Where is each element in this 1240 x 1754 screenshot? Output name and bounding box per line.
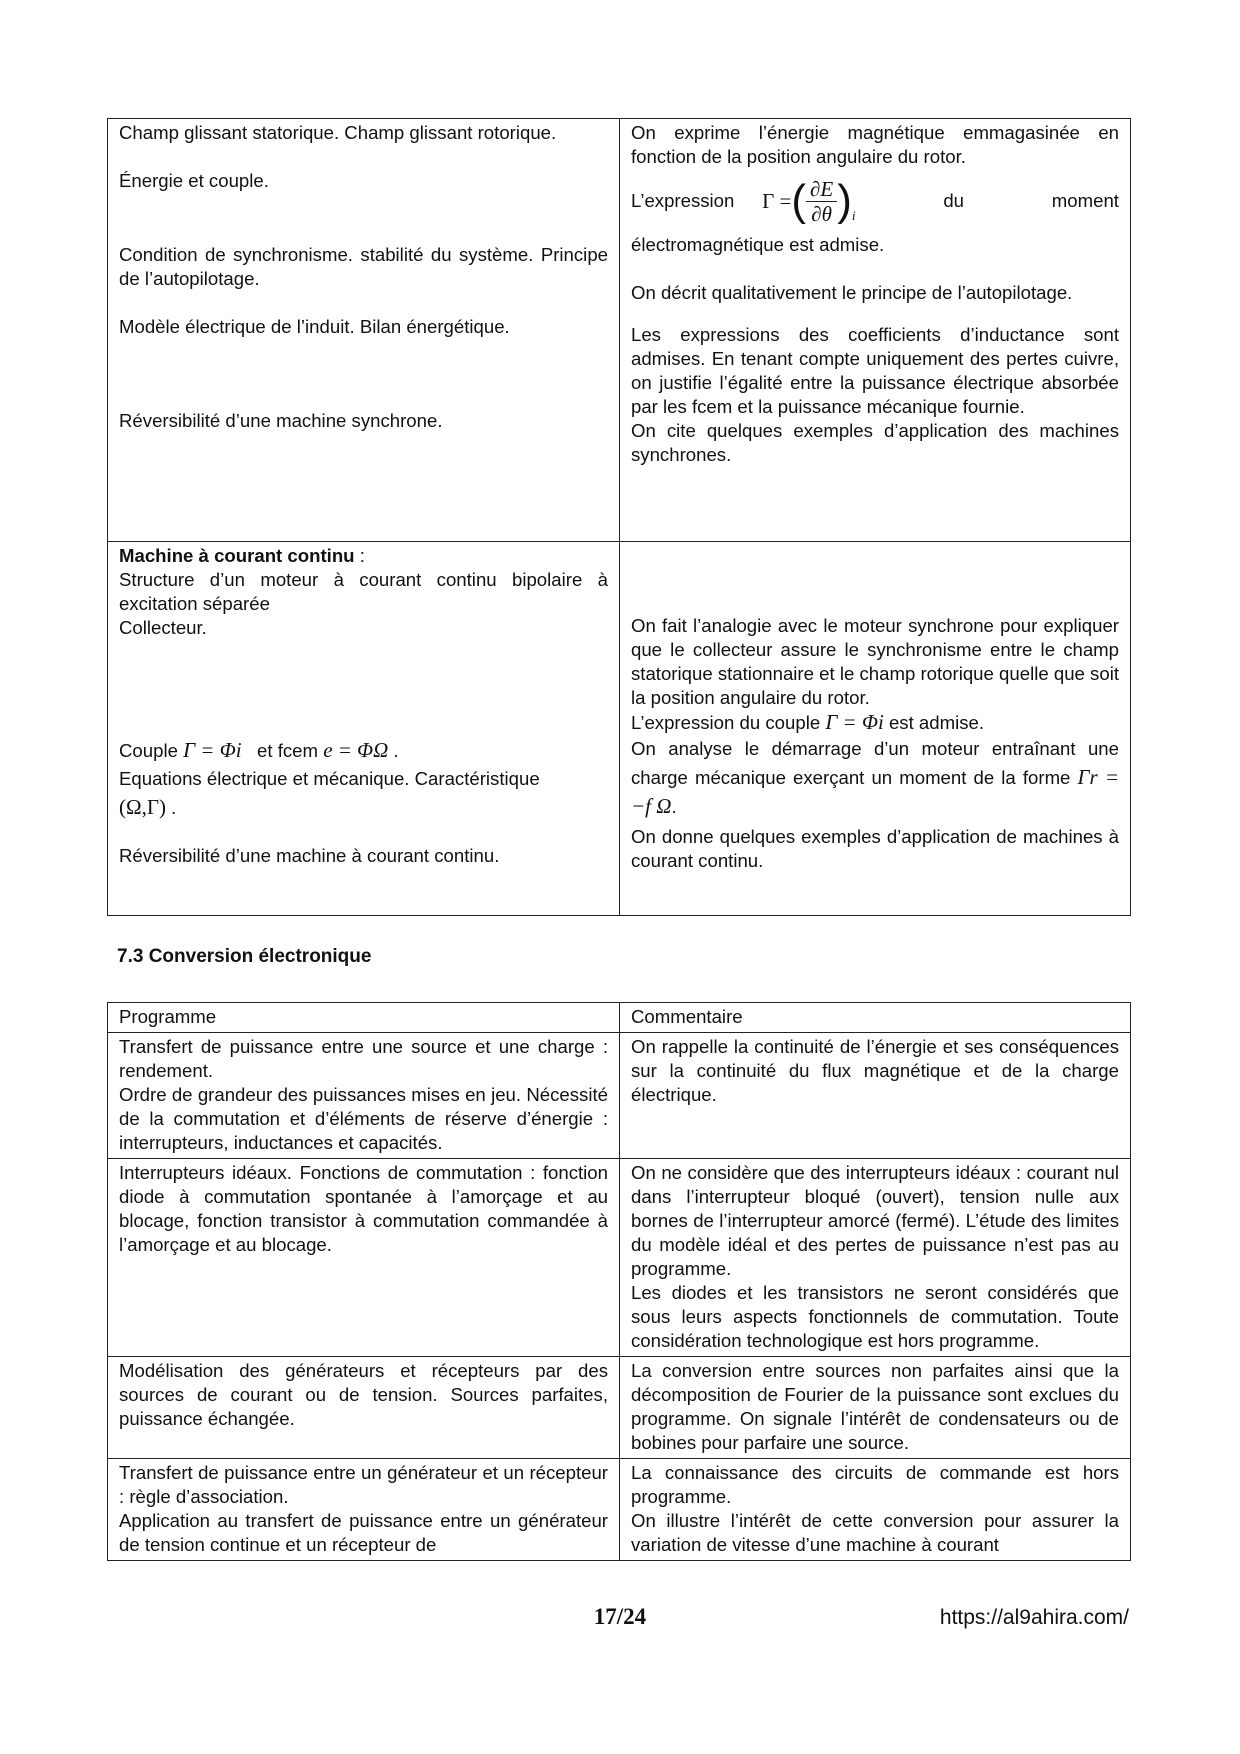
comment-paragraph: On rappelle la continuité de l’énergie et ses conséquences sur la continuité du flux magnétique et de la charge électrique.: [631, 1036, 1119, 1105]
program-line: Collecteur.: [119, 617, 207, 638]
program-table-conversion: [107, 1002, 1131, 1561]
program-line: Transfert de puissance entre une source et une charge : rendement.: [119, 1036, 608, 1081]
comment-paragraph: [631, 735, 1119, 821]
program-line: Equations électrique et mécanique. Caractéristique: [119, 768, 540, 789]
table-header-row: [108, 1003, 1131, 1033]
column-header-commentaire: Commentaire: [620, 1003, 1131, 1033]
table-row: [108, 542, 1131, 916]
load-torque-formula: Γr = −f Ω: [631, 765, 1119, 818]
program-line: Ordre de grandeur des puissances mises en jeu. Nécessité de la commutation et d’éléments de réserve d’énergie : interrupteurs, inductances et capacités.: [119, 1084, 608, 1153]
expression-word: du: [943, 190, 965, 211]
program-cell: [108, 119, 620, 542]
sentence-end: .: [393, 740, 399, 761]
formula-subscript: i: [851, 208, 856, 223]
comment-paragraph: Les diodes et les transistors ne seront considérés que sous leurs aspects fonctionnels de commutation. Toute considération technologique est hors programme.: [631, 1282, 1119, 1351]
partial-fraction: [806, 177, 837, 226]
comment-cell: [620, 1357, 1131, 1459]
comment-paragraph: On illustre l’intérêt de cette conversion pour assurer la variation de vitesse d’une machine à courant: [631, 1510, 1119, 1555]
footer-url[interactable]: https://al9ahira.com/: [939, 1606, 1129, 1629]
program-line: Interrupteurs idéaux. Fonctions de commutation : fonction diode à commutation spontanée à l’amorçage et au blocage, fonction transistor à commutation commandée à l’amorçage et au blocage.: [119, 1162, 608, 1255]
comment-paragraph: On ne considère que des interrupteurs idéaux : courant nul dans l’interrupteur bloqué (ouvert), tension nulle aux bornes de l’interrupteur amorcé (fermé). L’étude des limites du modèle idéal et des pertes de puissance n’est pas au programme.: [631, 1162, 1119, 1279]
program-line: Réversibilité d’une machine synchrone.: [119, 410, 443, 431]
program-table-machines: [107, 118, 1131, 916]
comment-cell: [620, 1159, 1131, 1357]
characteristic-formula: (Ω,Γ): [119, 795, 166, 819]
formula-lhs: Γ =: [762, 189, 792, 213]
program-line: Énergie et couple.: [119, 170, 269, 191]
comment-paragraph: On donne quelques exemples d’application de machines à courant continu.: [631, 826, 1119, 871]
program-line: Réversibilité d’une machine à courant continu.: [119, 845, 500, 866]
table-row: [108, 1159, 1131, 1357]
left-paren-glyph: (: [791, 176, 807, 225]
table-row: [108, 1459, 1131, 1561]
program-cell: [108, 1033, 620, 1159]
comment-paragraph: On cite quelques exemples d’application des machines synchrones.: [631, 420, 1119, 465]
table-row: [108, 119, 1131, 542]
program-line: Structure d’un moteur à courant continu bipolaire à excitation séparée: [119, 569, 608, 614]
program-line: Transfert de puissance entre un générateur et un récepteur : règle d’association.: [119, 1462, 608, 1507]
comment-paragraph: électromagnétique est admise.: [631, 234, 885, 255]
comment-paragraph: Les expressions des coefficients d’inductance sont admises. En tenant compte uniquement des pertes cuivre, on justifie l’égalité entre la puissance électrique absorbée par les fcem et la puissance mécanique fournie.: [631, 324, 1119, 417]
couple-formula: Γ = Φi: [183, 738, 242, 762]
program-line: [119, 795, 608, 820]
expression-word: moment: [1051, 190, 1119, 211]
program-heading: Machine à courant continu: [119, 545, 355, 566]
program-line: Champ glissant statorique. Champ glissant rotorique.: [119, 122, 557, 143]
table-row: [108, 1033, 1131, 1159]
torque-expression-line: [631, 169, 1119, 233]
startup-text: On analyse le démarrage d’un moteur entraînant une charge mécanique exerçant un moment de la forme: [631, 738, 1119, 788]
comment-paragraph: La conversion entre sources non parfaites ainsi que la décomposition de Fourier de la puissance sont exclues du programme. On signale l’intérêt de condensateurs ou de bobines pour parfaire une source.: [631, 1360, 1119, 1453]
heading-suffix: :: [354, 545, 365, 566]
fraction-numerator: ∂E: [806, 177, 837, 202]
program-line: Application au transfert de puissance entre un générateur de tension continue et un récepteur de: [119, 1510, 608, 1555]
couple-formula: Γ = Φi: [825, 710, 884, 734]
expression-label: L’expression: [631, 190, 735, 211]
comment-paragraph: La connaissance des circuits de commande est hors programme.: [631, 1462, 1119, 1507]
program-line: Condition de synchronisme. stabilité du système. Principe de l’autopilotage.: [119, 244, 608, 289]
right-paren-glyph: ): [837, 176, 852, 225]
comment-paragraph: On décrit qualitativement le principe de l’autopilotage.: [631, 282, 1073, 303]
column-header-programme: Programme: [108, 1003, 620, 1033]
fcem-formula: e = ΦΩ: [323, 738, 389, 762]
comment-paragraph: On fait l’analogie avec le moteur synchrone pour expliquer que le collecteur assure le synchronisme entre le champ statorique stationnaire et le champ rotorique quelle que soit la position angulaire du rotor.: [631, 615, 1119, 708]
page-number: 17/24: [593, 1604, 647, 1629]
couple-expression-suffix: est admise.: [888, 712, 985, 733]
comment-paragraph: [631, 710, 1119, 735]
fraction-denominator: ∂θ: [811, 201, 832, 226]
program-line: Modèle électrique de l’induit. Bilan énergétique.: [119, 316, 510, 337]
section-title: 7.3 Conversion électronique: [117, 946, 372, 967]
table-row: [108, 1357, 1131, 1459]
program-cell: [108, 542, 620, 916]
torque-formula: [762, 174, 855, 228]
program-heading-line: [119, 544, 608, 568]
program-line: [119, 738, 608, 763]
comment-cell: [620, 542, 1131, 916]
program-cell: [108, 1357, 620, 1459]
comment-cell: [620, 119, 1131, 542]
comment-cell: [620, 1033, 1131, 1159]
fcem-label: et fcem: [257, 740, 319, 761]
program-line: Modélisation des générateurs et récepteurs par des sources de courant ou de tension. Sources parfaites, puissance échangée.: [119, 1360, 608, 1429]
comment-cell: [620, 1459, 1131, 1561]
couple-expression-prefix: L’expression du couple: [631, 712, 821, 733]
program-cell: [108, 1459, 620, 1561]
comment-paragraph: On exprime l’énergie magnétique emmagasinée en fonction de la position angulaire du rotor.: [631, 122, 1119, 167]
sentence-end: .: [171, 797, 177, 818]
couple-label: Couple: [119, 740, 178, 761]
sentence-end: .: [671, 796, 677, 817]
program-cell: [108, 1159, 620, 1357]
